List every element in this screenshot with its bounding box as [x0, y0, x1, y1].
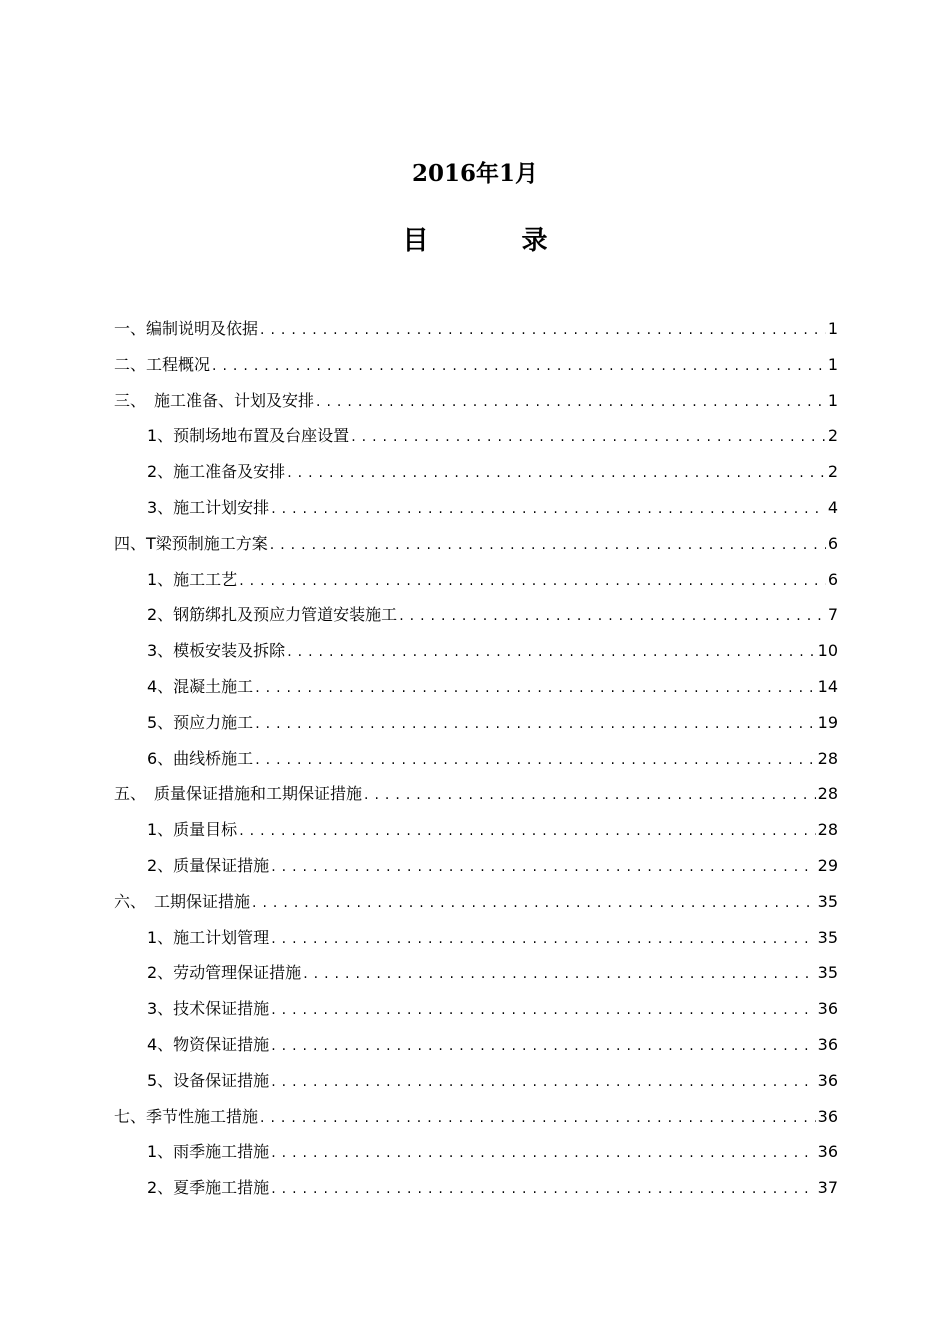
- toc-entry-label: 2、劳动管理保证措施: [147, 963, 302, 983]
- toc-dot-leader: [271, 850, 815, 886]
- toc-entry-label: 2、钢筋绑扎及预应力管道安装施工: [147, 605, 398, 625]
- toc-entry-label: 六、 工期保证措施: [114, 891, 251, 911]
- toc-entry[interactable]: [114, 454, 838, 490]
- toc-page-number: 36: [817, 1034, 838, 1054]
- toc-page-number: 37: [817, 1178, 838, 1198]
- toc-entry-label: 4、混凝土施工: [147, 676, 254, 696]
- toc-page-number: 2: [827, 462, 838, 482]
- toc-entry-label: 三、 施工准备、计划及安排: [114, 390, 315, 410]
- toc-page-number: 35: [817, 927, 838, 947]
- toc-entry[interactable]: [114, 920, 838, 956]
- toc-dot-leader: [255, 671, 815, 707]
- toc-page-number: 1: [827, 319, 838, 338]
- toc-entry-label: 3、技术保证措施: [147, 999, 270, 1019]
- toc-entry[interactable]: [114, 1170, 838, 1206]
- toc-dot-leader: [239, 814, 815, 850]
- toc-entry-label: 5、预应力施工: [147, 712, 254, 732]
- toc-dot-leader: [287, 635, 815, 671]
- toc-entry-label: 3、模板安装及拆除: [147, 641, 286, 661]
- table-of-contents: [114, 311, 838, 1206]
- toc-entry[interactable]: [114, 383, 838, 419]
- toc-dot-leader: [303, 957, 815, 993]
- toc-dot-leader: [271, 492, 826, 528]
- toc-entry-label: 2、施工准备及安排: [147, 462, 286, 482]
- toc-entry[interactable]: [114, 991, 838, 1027]
- toc-entry-label: 四、T梁预制施工方案: [114, 533, 268, 553]
- toc-page-number: 2: [827, 426, 838, 446]
- toc-dot-leader: [271, 993, 815, 1029]
- toc-dot-leader: [316, 385, 826, 421]
- toc-entry-label: 五、 质量保证措施和工期保证措施: [114, 784, 363, 804]
- toc-entry[interactable]: [114, 1134, 838, 1170]
- toc-entry[interactable]: [114, 1099, 838, 1135]
- toc-page-number: 6: [827, 569, 838, 589]
- toc-entry[interactable]: [114, 597, 838, 633]
- toc-entry[interactable]: [114, 562, 838, 598]
- toc-entry-label: 七、季节性施工措施: [114, 1106, 259, 1126]
- toc-entry[interactable]: [114, 848, 838, 884]
- toc-entry-label: 一、编制说明及依据: [114, 319, 259, 338]
- toc-page-number: 36: [817, 1070, 838, 1090]
- toc-entry[interactable]: [114, 776, 838, 812]
- toc-dot-leader: [255, 707, 815, 743]
- toc-title: 目 录: [402, 226, 590, 256]
- toc-page-number: 7: [827, 605, 838, 625]
- toc-dot-leader: [252, 886, 816, 922]
- toc-dot-leader: [271, 1136, 815, 1172]
- toc-dot-leader: [239, 564, 826, 600]
- toc-entry[interactable]: [114, 1027, 838, 1063]
- toc-entry[interactable]: [114, 955, 838, 991]
- toc-entry-label: 2、夏季施工措施: [147, 1178, 270, 1198]
- toc-page-number: 28: [817, 820, 838, 840]
- toc-dot-leader: [271, 922, 815, 958]
- toc-entry[interactable]: [114, 884, 838, 920]
- toc-dot-leader: [260, 1101, 816, 1137]
- toc-entry[interactable]: [114, 669, 838, 705]
- toc-entry-label: 6、曲线桥施工: [147, 748, 254, 768]
- toc-entry[interactable]: [114, 418, 838, 454]
- toc-dot-leader: [399, 599, 826, 635]
- toc-dot-leader: [255, 743, 815, 779]
- toc-dot-leader: [260, 313, 826, 349]
- toc-page-number: 29: [817, 855, 838, 875]
- toc-dot-leader: [271, 1172, 815, 1208]
- toc-entry-label: 4、物资保证措施: [147, 1034, 270, 1054]
- document-date: 2016年1月: [411, 160, 539, 187]
- toc-page-number: 19: [817, 712, 838, 732]
- toc-page-number: 36: [817, 1106, 838, 1126]
- toc-entry-label: 1、施工计划管理: [147, 927, 270, 947]
- toc-entry[interactable]: [114, 1063, 838, 1099]
- toc-entry[interactable]: [114, 812, 838, 848]
- toc-dot-leader: [364, 778, 816, 814]
- toc-entry-label: 1、质量目标: [147, 820, 238, 840]
- toc-entry-label: 1、施工工艺: [147, 569, 238, 589]
- toc-page-number: 4: [827, 497, 838, 517]
- toc-page-number: 1: [827, 390, 838, 410]
- toc-dot-leader: [212, 349, 826, 385]
- toc-entry-label: 5、设备保证措施: [147, 1070, 270, 1090]
- toc-page-number: 28: [817, 748, 838, 768]
- toc-entry[interactable]: [114, 705, 838, 741]
- toc-dot-leader: [270, 528, 826, 564]
- toc-page-number: 35: [817, 891, 838, 911]
- toc-page-number: 6: [827, 533, 838, 553]
- toc-entry-label: 3、施工计划安排: [147, 497, 270, 517]
- toc-entry-label: 二、工程概况: [114, 354, 211, 374]
- toc-entry-label: 1、预制场地布置及台座设置: [147, 426, 350, 446]
- toc-entry[interactable]: [114, 633, 838, 669]
- toc-dot-leader: [271, 1065, 815, 1101]
- toc-page-number: 28: [817, 784, 838, 804]
- toc-page-number: 1: [827, 354, 838, 374]
- toc-page-number: 10: [817, 641, 838, 661]
- toc-entry-label: 1、雨季施工措施: [147, 1142, 270, 1162]
- toc-page-number: 14: [817, 676, 838, 696]
- toc-entry[interactable]: [114, 526, 838, 562]
- toc-entry-label: 2、质量保证措施: [147, 855, 270, 875]
- toc-entry[interactable]: [114, 741, 838, 777]
- toc-page-number: 35: [817, 963, 838, 983]
- toc-entry[interactable]: [114, 311, 838, 347]
- toc-dot-leader: [287, 456, 826, 492]
- toc-dot-leader: [351, 420, 826, 456]
- toc-page-number: 36: [817, 999, 838, 1019]
- toc-entry[interactable]: [114, 490, 838, 526]
- toc-entry[interactable]: [114, 347, 838, 383]
- toc-page-number: 36: [817, 1142, 838, 1162]
- toc-dot-leader: [271, 1029, 815, 1065]
